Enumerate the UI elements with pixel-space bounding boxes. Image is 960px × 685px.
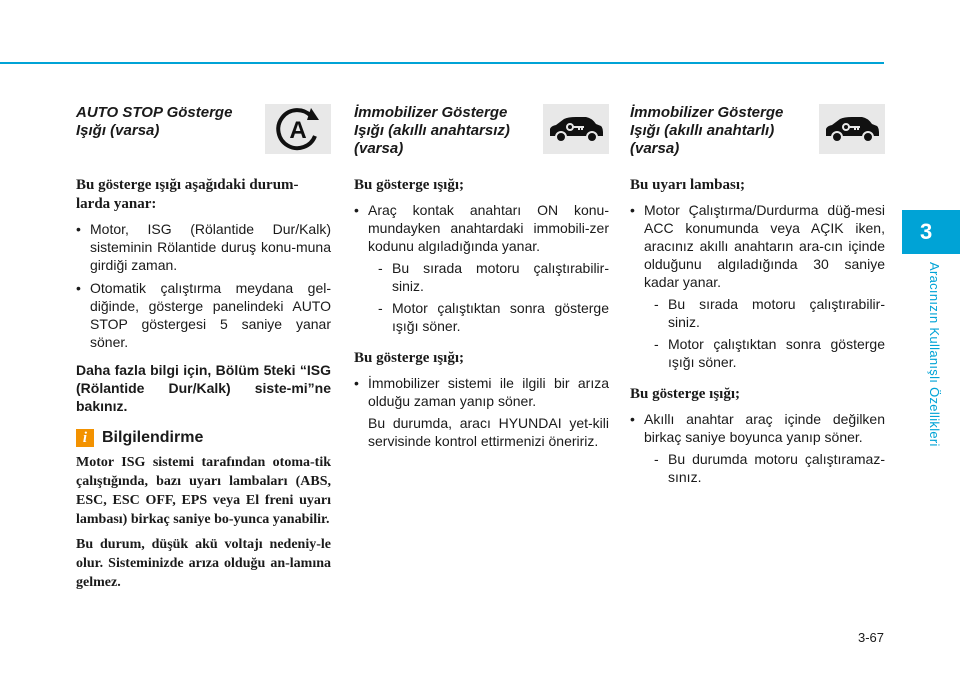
list-item-text: Akıllı anahtar araç içinde değilken birkaç saniye boyunca yanıp söner. bbox=[644, 411, 885, 445]
subheading: Bu uyarı lambası; bbox=[630, 177, 746, 193]
bullet-list bbox=[354, 201, 609, 335]
bullet-list bbox=[76, 220, 331, 351]
svg-text:A: A bbox=[289, 117, 307, 144]
bullet-list bbox=[630, 201, 885, 371]
dash-item: - Bu sırada motoru çalıştırabilir-siniz. bbox=[368, 259, 609, 295]
dash-item: - Bu sırada motoru çalıştırabilir-siniz. bbox=[644, 295, 885, 331]
dash-list bbox=[644, 295, 885, 371]
column-immobilizer-keyless bbox=[354, 104, 609, 455]
header-rule bbox=[0, 62, 884, 64]
info-paragraph: Motor ISG sistemi tarafından otoma-tik çalıştığında, bazı uyarı lambaları (ABS, ESC, ESC OFF, EPS veya El freni uyarı lambası) birkaç saniye bo-yunca yanabilir. bbox=[76, 455, 331, 527]
dash-list bbox=[368, 259, 609, 335]
note-paragraph: Bu durumda, aracı HYUNDAI yet-kili servisinde kontrol ettirmenizi öneririz. bbox=[368, 415, 609, 449]
info-header bbox=[76, 429, 331, 447]
list-item-text: İmmobilizer sistemi ile ilgili bir arıza olduğu zaman yanıp söner. bbox=[368, 375, 609, 409]
section-title: İmmobilizer Gösterge Işığı (akıllı anahtarlı) (varsa) bbox=[630, 104, 784, 157]
column-immobilizer-smart-key bbox=[630, 104, 885, 491]
list-item: • Otomatik çalıştırma meydana gel-diğinde, gösterge panelindeki AUTO STOP göstergesi 5 saniye yanar söner. bbox=[76, 279, 331, 351]
section-title: İmmobilizer Gösterge Işığı (akıllı anahtarsız) (varsa) bbox=[354, 104, 510, 157]
dash-item: - Motor çalıştıktan sonra gösterge ışığı söner. bbox=[644, 335, 885, 371]
list-item bbox=[630, 201, 885, 371]
list-item bbox=[354, 201, 609, 335]
subheading: Bu gösterge ışığı; bbox=[354, 350, 464, 366]
chapter-number: 3 bbox=[920, 219, 933, 244]
chapter-tab bbox=[902, 210, 960, 254]
info-icon: i bbox=[76, 429, 94, 447]
list-item-text: Motor Çalıştırma/Durdurma düğ-mesi ACC konumunda veya AÇIK iken, aracınız akıllı anahtarın ara-cın içinde olduğunu algıladığında 30 saniye kadar yanar. bbox=[644, 202, 885, 290]
auto-stop-icon bbox=[265, 104, 331, 154]
chapter-title: Aracınızın Kullanışlı Özellikleri bbox=[927, 262, 942, 447]
dash-item: - Motor çalıştıktan sonra gösterge ışığı söner. bbox=[368, 299, 609, 335]
list-item bbox=[354, 374, 609, 450]
info-paragraph: Bu durum, düşük akü voltajı nedeniy-le olur. Sisteminizde arıza olduğu an-lamına gelmez. bbox=[76, 537, 331, 590]
reference-text: Daha fazla bilgi için, Bölüm 5teki “ISG (Rölantide Dur/Kalk) siste-mi”ne bakınız. bbox=[76, 362, 331, 414]
info-title: Bilgilendirme bbox=[102, 429, 204, 446]
list-item bbox=[630, 410, 885, 486]
list-item-text: Araç kontak anahtarı ON konu-mundayken anahtardaki immobili-zer kodunu algıladığında yanar. bbox=[368, 202, 609, 254]
section-header bbox=[354, 104, 609, 162]
subheading: Bu gösterge ışığı aşağıdaki durum-larda yanar: bbox=[76, 177, 299, 212]
dash-list bbox=[644, 450, 885, 486]
page-number: 3-67 bbox=[858, 630, 885, 645]
dash-item: - Bu durumda motoru çalıştıramaz-sınız. bbox=[644, 450, 885, 486]
subheading: Bu gösterge ışığı; bbox=[354, 177, 464, 193]
immobilizer-car-key-icon bbox=[819, 104, 885, 154]
column-auto-stop bbox=[76, 104, 331, 592]
immobilizer-car-key-icon bbox=[543, 104, 609, 154]
bullet-list bbox=[630, 410, 885, 486]
section-header bbox=[630, 104, 885, 162]
subheading: Bu gösterge ışığı; bbox=[630, 386, 740, 402]
section-header bbox=[76, 104, 331, 162]
bullet-list bbox=[354, 374, 609, 450]
list-item: • Motor, ISG (Rölantide Dur/Kalk) sisteminin Rölantide duruş konu-muna girdiği zaman. bbox=[76, 220, 331, 274]
section-title: AUTO STOP Gösterge Işığı (varsa) bbox=[76, 104, 233, 139]
